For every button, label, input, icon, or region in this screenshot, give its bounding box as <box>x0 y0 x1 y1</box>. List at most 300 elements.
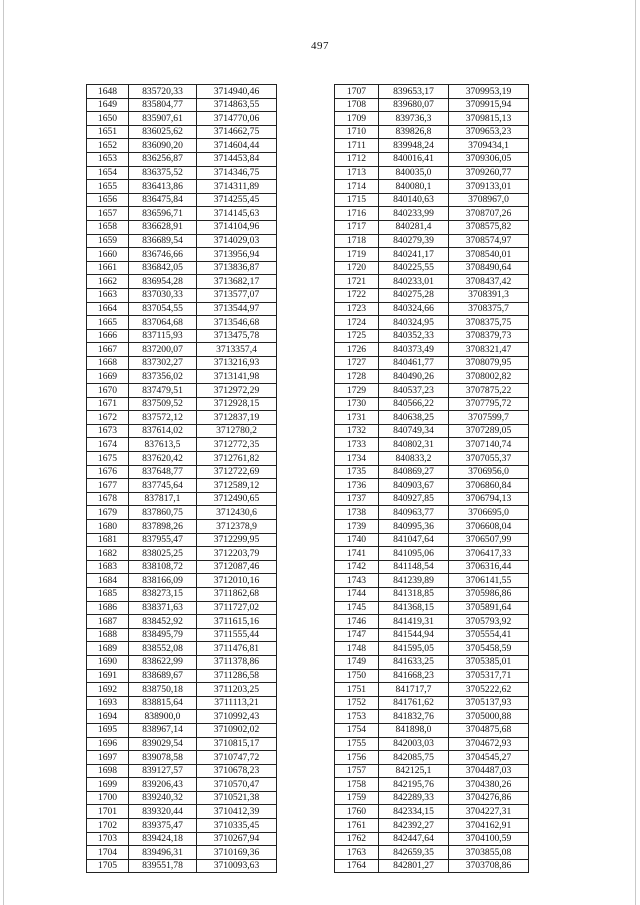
table-row <box>335 411 529 425</box>
table-row <box>87 248 277 262</box>
point-number-cell: 1653 <box>87 152 129 166</box>
table-row <box>335 343 529 357</box>
x-coordinate-cell: 841761,62 <box>379 696 449 710</box>
point-number-cell: 1729 <box>335 384 379 398</box>
y-coordinate-cell: 3705137,93 <box>449 696 529 710</box>
x-coordinate-cell: 837955,47 <box>129 533 197 547</box>
point-number-cell: 1761 <box>335 819 379 833</box>
y-coordinate-cell: 3712490,65 <box>197 492 277 506</box>
point-number-cell: 1720 <box>335 261 379 275</box>
x-coordinate-cell: 840490,26 <box>379 370 449 384</box>
point-number-cell: 1690 <box>87 655 129 669</box>
x-coordinate-cell: 838750,18 <box>129 683 197 697</box>
table-row <box>335 479 529 493</box>
y-coordinate-cell: 3704487,03 <box>449 764 529 778</box>
y-coordinate-cell: 3708079,95 <box>449 356 529 370</box>
table-row <box>87 655 277 669</box>
table-row <box>335 533 529 547</box>
table-row <box>87 846 277 860</box>
point-number-cell: 1670 <box>87 384 129 398</box>
table-row <box>87 791 277 805</box>
point-number-cell: 1657 <box>87 207 129 221</box>
point-number-cell: 1691 <box>87 669 129 683</box>
y-coordinate-cell: 3708391,3 <box>449 288 529 302</box>
y-coordinate-cell: 3714255,45 <box>197 193 277 207</box>
table-row <box>335 220 529 234</box>
table-row <box>335 288 529 302</box>
x-coordinate-cell: 841668,23 <box>379 669 449 683</box>
x-coordinate-cell: 837509,52 <box>129 397 197 411</box>
x-coordinate-cell: 836025,62 <box>129 125 197 139</box>
point-number-cell: 1740 <box>335 533 379 547</box>
x-coordinate-cell: 841633,25 <box>379 655 449 669</box>
y-coordinate-cell: 3710815,17 <box>197 737 277 751</box>
y-coordinate-cell: 3708540,01 <box>449 248 529 262</box>
table-row <box>87 465 277 479</box>
table-row <box>87 723 277 737</box>
point-number-cell: 1756 <box>335 751 379 765</box>
point-number-cell: 1651 <box>87 125 129 139</box>
point-number-cell: 1727 <box>335 356 379 370</box>
x-coordinate-cell: 837745,64 <box>129 479 197 493</box>
point-number-cell: 1655 <box>87 180 129 194</box>
table-row <box>87 139 277 153</box>
y-coordinate-cell: 3713357,4 <box>197 343 277 357</box>
point-number-cell: 1668 <box>87 356 129 370</box>
table-row <box>87 180 277 194</box>
y-coordinate-cell: 3710570,47 <box>197 778 277 792</box>
y-coordinate-cell: 3710412,39 <box>197 805 277 819</box>
table-row <box>87 397 277 411</box>
y-coordinate-cell: 3708002,82 <box>449 370 529 384</box>
point-number-cell: 1681 <box>87 533 129 547</box>
point-number-cell: 1688 <box>87 628 129 642</box>
y-coordinate-cell: 3714863,55 <box>197 98 277 112</box>
y-coordinate-cell: 3709306,05 <box>449 152 529 166</box>
y-coordinate-cell: 3704276,86 <box>449 791 529 805</box>
table-row <box>335 193 529 207</box>
table-row <box>335 424 529 438</box>
y-coordinate-cell: 3712722,69 <box>197 465 277 479</box>
table-row <box>335 587 529 601</box>
table-row <box>87 424 277 438</box>
table-row <box>335 574 529 588</box>
point-number-cell: 1682 <box>87 547 129 561</box>
point-number-cell: 1749 <box>335 655 379 669</box>
table-row <box>87 710 277 724</box>
table-row <box>87 479 277 493</box>
table-row <box>87 587 277 601</box>
x-coordinate-cell: 836090,20 <box>129 139 197 153</box>
y-coordinate-cell: 3705317,71 <box>449 669 529 683</box>
point-number-cell: 1762 <box>335 832 379 846</box>
y-coordinate-cell: 3710093,63 <box>197 859 277 873</box>
y-coordinate-cell: 3704672,93 <box>449 737 529 751</box>
x-coordinate-cell: 840802,31 <box>379 438 449 452</box>
table-row <box>335 778 529 792</box>
table-row <box>87 370 277 384</box>
x-coordinate-cell: 837614,02 <box>129 424 197 438</box>
point-number-cell: 1679 <box>87 506 129 520</box>
y-coordinate-cell: 3705891,64 <box>449 601 529 615</box>
table-row <box>335 370 529 384</box>
point-number-cell: 1759 <box>335 791 379 805</box>
point-number-cell: 1660 <box>87 248 129 262</box>
table-row <box>335 655 529 669</box>
table-row <box>87 669 277 683</box>
y-coordinate-cell: 3708375,75 <box>449 316 529 330</box>
point-number-cell: 1746 <box>335 615 379 629</box>
point-number-cell: 1700 <box>87 791 129 805</box>
point-number-cell: 1739 <box>335 520 379 534</box>
y-coordinate-cell: 3714453,84 <box>197 152 277 166</box>
y-coordinate-cell: 3706794,13 <box>449 492 529 506</box>
x-coordinate-cell: 836375,52 <box>129 166 197 180</box>
x-coordinate-cell: 838815,64 <box>129 696 197 710</box>
x-coordinate-cell: 841717,7 <box>379 683 449 697</box>
table-row <box>335 628 529 642</box>
point-number-cell: 1652 <box>87 139 129 153</box>
table-row <box>335 751 529 765</box>
y-coordinate-cell: 3706860,84 <box>449 479 529 493</box>
table-row <box>87 615 277 629</box>
point-number-cell: 1758 <box>335 778 379 792</box>
y-coordinate-cell: 3712928,15 <box>197 397 277 411</box>
table-row <box>335 683 529 697</box>
y-coordinate-cell: 3713577,07 <box>197 288 277 302</box>
point-number-cell: 1665 <box>87 316 129 330</box>
x-coordinate-cell: 842003,03 <box>379 737 449 751</box>
table-row <box>87 737 277 751</box>
table-row <box>87 628 277 642</box>
point-number-cell: 1726 <box>335 343 379 357</box>
point-number-cell: 1694 <box>87 710 129 724</box>
point-number-cell: 1757 <box>335 764 379 778</box>
x-coordinate-cell: 836256,87 <box>129 152 197 166</box>
point-number-cell: 1733 <box>335 438 379 452</box>
table-row <box>335 166 529 180</box>
y-coordinate-cell: 3704162,91 <box>449 819 529 833</box>
y-coordinate-cell: 3710902,02 <box>197 723 277 737</box>
x-coordinate-cell: 839424,18 <box>129 832 197 846</box>
point-number-cell: 1754 <box>335 723 379 737</box>
table-row <box>87 506 277 520</box>
point-number-cell: 1742 <box>335 560 379 574</box>
point-number-cell: 1658 <box>87 220 129 234</box>
point-number-cell: 1748 <box>335 642 379 656</box>
x-coordinate-cell: 836746,66 <box>129 248 197 262</box>
y-coordinate-cell: 3714029,03 <box>197 234 277 248</box>
point-number-cell: 1716 <box>335 207 379 221</box>
x-coordinate-cell: 837479,51 <box>129 384 197 398</box>
point-number-cell: 1687 <box>87 615 129 629</box>
x-coordinate-cell: 836689,54 <box>129 234 197 248</box>
point-number-cell: 1719 <box>335 248 379 262</box>
x-coordinate-cell: 840749,34 <box>379 424 449 438</box>
point-number-cell: 1707 <box>335 85 379 99</box>
x-coordinate-cell: 838273,15 <box>129 587 197 601</box>
table-row <box>335 465 529 479</box>
point-number-cell: 1713 <box>335 166 379 180</box>
y-coordinate-cell: 3711286,58 <box>197 669 277 683</box>
y-coordinate-cell: 3708575,82 <box>449 220 529 234</box>
table-row <box>335 805 529 819</box>
y-coordinate-cell: 3712761,82 <box>197 452 277 466</box>
y-coordinate-cell: 3708437,42 <box>449 275 529 289</box>
table-row <box>335 98 529 112</box>
y-coordinate-cell: 3712589,12 <box>197 479 277 493</box>
y-coordinate-cell: 3712780,2 <box>197 424 277 438</box>
table-row <box>335 316 529 330</box>
point-number-cell: 1661 <box>87 261 129 275</box>
x-coordinate-cell: 837572,12 <box>129 411 197 425</box>
point-number-cell: 1735 <box>335 465 379 479</box>
y-coordinate-cell: 3707875,22 <box>449 384 529 398</box>
table-row <box>87 234 277 248</box>
y-coordinate-cell: 3710335,45 <box>197 819 277 833</box>
x-coordinate-cell: 836413,86 <box>129 180 197 194</box>
x-coordinate-cell: 836596,71 <box>129 207 197 221</box>
x-coordinate-cell: 840140,63 <box>379 193 449 207</box>
y-coordinate-cell: 3714145,63 <box>197 207 277 221</box>
table-row <box>335 438 529 452</box>
x-coordinate-cell: 835720,33 <box>129 85 197 99</box>
y-coordinate-cell: 3713546,68 <box>197 316 277 330</box>
scan-edge-left <box>3 0 4 905</box>
y-coordinate-cell: 3709915,94 <box>449 98 529 112</box>
point-number-cell: 1686 <box>87 601 129 615</box>
table-row <box>335 710 529 724</box>
y-coordinate-cell: 3711113,21 <box>197 696 277 710</box>
y-coordinate-cell: 3709653,23 <box>449 125 529 139</box>
point-number-cell: 1741 <box>335 547 379 561</box>
y-coordinate-cell: 3707140,74 <box>449 438 529 452</box>
x-coordinate-cell: 842659,35 <box>379 846 449 860</box>
y-coordinate-cell: 3704545,27 <box>449 751 529 765</box>
y-coordinate-cell: 3710992,43 <box>197 710 277 724</box>
table-row <box>87 601 277 615</box>
table-row <box>87 819 277 833</box>
y-coordinate-cell: 3710267,94 <box>197 832 277 846</box>
x-coordinate-cell: 838025,25 <box>129 547 197 561</box>
x-coordinate-cell: 838108,72 <box>129 560 197 574</box>
table-row <box>87 112 277 126</box>
x-coordinate-cell: 838371,63 <box>129 601 197 615</box>
y-coordinate-cell: 3713141,98 <box>197 370 277 384</box>
point-number-cell: 1667 <box>87 343 129 357</box>
table-row <box>335 207 529 221</box>
x-coordinate-cell: 840963,77 <box>379 506 449 520</box>
table-row <box>335 356 529 370</box>
point-number-cell: 1676 <box>87 465 129 479</box>
table-row <box>87 411 277 425</box>
y-coordinate-cell: 3712972,29 <box>197 384 277 398</box>
table-row <box>335 764 529 778</box>
table-row <box>335 152 529 166</box>
x-coordinate-cell: 842289,33 <box>379 791 449 805</box>
y-coordinate-cell: 3712203,79 <box>197 547 277 561</box>
point-number-cell: 1717 <box>335 220 379 234</box>
y-coordinate-cell: 3705000,88 <box>449 710 529 724</box>
point-number-cell: 1669 <box>87 370 129 384</box>
point-number-cell: 1711 <box>335 139 379 153</box>
table-row <box>87 316 277 330</box>
table-row <box>87 683 277 697</box>
x-coordinate-cell: 838967,14 <box>129 723 197 737</box>
table-row <box>335 302 529 316</box>
point-number-cell: 1737 <box>335 492 379 506</box>
table-row <box>335 492 529 506</box>
y-coordinate-cell: 3711203,25 <box>197 683 277 697</box>
point-number-cell: 1702 <box>87 819 129 833</box>
point-number-cell: 1672 <box>87 411 129 425</box>
point-number-cell: 1732 <box>335 424 379 438</box>
x-coordinate-cell: 840566,22 <box>379 397 449 411</box>
y-coordinate-cell: 3708707,26 <box>449 207 529 221</box>
x-coordinate-cell: 842334,15 <box>379 805 449 819</box>
point-number-cell: 1689 <box>87 642 129 656</box>
y-coordinate-cell: 3706141,55 <box>449 574 529 588</box>
point-number-cell: 1731 <box>335 411 379 425</box>
table-row <box>335 560 529 574</box>
point-number-cell: 1764 <box>335 859 379 873</box>
table-row <box>335 723 529 737</box>
table-row <box>87 547 277 561</box>
x-coordinate-cell: 839375,47 <box>129 819 197 833</box>
x-coordinate-cell: 842195,76 <box>379 778 449 792</box>
x-coordinate-cell: 839320,44 <box>129 805 197 819</box>
x-coordinate-cell: 840324,95 <box>379 316 449 330</box>
x-coordinate-cell: 837064,68 <box>129 316 197 330</box>
x-coordinate-cell: 837115,93 <box>129 329 197 343</box>
x-coordinate-cell: 841148,54 <box>379 560 449 574</box>
x-coordinate-cell: 837620,42 <box>129 452 197 466</box>
point-number-cell: 1744 <box>335 587 379 601</box>
x-coordinate-cell: 836954,28 <box>129 275 197 289</box>
y-coordinate-cell: 3705385,01 <box>449 655 529 669</box>
y-coordinate-cell: 3711378,86 <box>197 655 277 669</box>
x-coordinate-cell: 839653,17 <box>379 85 449 99</box>
point-number-cell: 1648 <box>87 85 129 99</box>
table-row <box>335 384 529 398</box>
x-coordinate-cell: 840233,99 <box>379 207 449 221</box>
point-number-cell: 1743 <box>335 574 379 588</box>
table-row <box>87 356 277 370</box>
point-number-cell: 1674 <box>87 438 129 452</box>
point-number-cell: 1659 <box>87 234 129 248</box>
point-number-cell: 1649 <box>87 98 129 112</box>
x-coordinate-cell: 842392,27 <box>379 819 449 833</box>
x-coordinate-cell: 841368,15 <box>379 601 449 615</box>
table-row <box>335 669 529 683</box>
table-row <box>335 139 529 153</box>
y-coordinate-cell: 3710169,36 <box>197 846 277 860</box>
y-coordinate-cell: 3712087,46 <box>197 560 277 574</box>
y-coordinate-cell: 3706417,33 <box>449 547 529 561</box>
table-row <box>335 506 529 520</box>
table-row <box>335 737 529 751</box>
x-coordinate-cell: 841095,06 <box>379 547 449 561</box>
point-number-cell: 1763 <box>335 846 379 860</box>
y-coordinate-cell: 3705554,41 <box>449 628 529 642</box>
point-number-cell: 1745 <box>335 601 379 615</box>
x-coordinate-cell: 837054,55 <box>129 302 197 316</box>
x-coordinate-cell: 839206,43 <box>129 778 197 792</box>
y-coordinate-cell: 3713544,97 <box>197 302 277 316</box>
point-number-cell: 1654 <box>87 166 129 180</box>
x-coordinate-cell: 839736,3 <box>379 112 449 126</box>
y-coordinate-cell: 3708379,73 <box>449 329 529 343</box>
point-number-cell: 1695 <box>87 723 129 737</box>
point-number-cell: 1725 <box>335 329 379 343</box>
point-number-cell: 1704 <box>87 846 129 860</box>
table-row <box>335 601 529 615</box>
x-coordinate-cell: 840833,2 <box>379 452 449 466</box>
point-number-cell: 1738 <box>335 506 379 520</box>
point-number-cell: 1650 <box>87 112 129 126</box>
table-row <box>87 438 277 452</box>
x-coordinate-cell: 841318,85 <box>379 587 449 601</box>
x-coordinate-cell: 837860,75 <box>129 506 197 520</box>
x-coordinate-cell: 840869,27 <box>379 465 449 479</box>
point-number-cell: 1751 <box>335 683 379 697</box>
x-coordinate-cell: 842125,1 <box>379 764 449 778</box>
table-row <box>87 574 277 588</box>
x-coordinate-cell: 836628,91 <box>129 220 197 234</box>
point-number-cell: 1752 <box>335 696 379 710</box>
table-row <box>335 261 529 275</box>
y-coordinate-cell: 3713956,94 <box>197 248 277 262</box>
table-row <box>87 343 277 357</box>
x-coordinate-cell: 837898,26 <box>129 520 197 534</box>
x-coordinate-cell: 840373,49 <box>379 343 449 357</box>
x-coordinate-cell: 841544,94 <box>379 628 449 642</box>
point-number-cell: 1728 <box>335 370 379 384</box>
point-number-cell: 1671 <box>87 397 129 411</box>
x-coordinate-cell: 836475,84 <box>129 193 197 207</box>
point-number-cell: 1684 <box>87 574 129 588</box>
table-row <box>335 832 529 846</box>
y-coordinate-cell: 3712299,95 <box>197 533 277 547</box>
table-row <box>87 696 277 710</box>
point-number-cell: 1705 <box>87 859 129 873</box>
y-coordinate-cell: 3711476,81 <box>197 642 277 656</box>
y-coordinate-cell: 3709953,19 <box>449 85 529 99</box>
y-coordinate-cell: 3709815,13 <box>449 112 529 126</box>
y-coordinate-cell: 3705793,92 <box>449 615 529 629</box>
y-coordinate-cell: 3705458,59 <box>449 642 529 656</box>
y-coordinate-cell: 3707055,37 <box>449 452 529 466</box>
point-number-cell: 1666 <box>87 329 129 343</box>
x-coordinate-cell: 838495,79 <box>129 628 197 642</box>
x-coordinate-cell: 841832,76 <box>379 710 449 724</box>
table-row <box>335 642 529 656</box>
y-coordinate-cell: 3714662,75 <box>197 125 277 139</box>
y-coordinate-cell: 3711555,44 <box>197 628 277 642</box>
y-coordinate-cell: 3714311,89 <box>197 180 277 194</box>
x-coordinate-cell: 840638,25 <box>379 411 449 425</box>
y-coordinate-cell: 3707289,05 <box>449 424 529 438</box>
x-coordinate-cell: 837613,5 <box>129 438 197 452</box>
x-coordinate-cell: 839948,24 <box>379 139 449 153</box>
point-number-cell: 1724 <box>335 316 379 330</box>
x-coordinate-cell: 839240,32 <box>129 791 197 805</box>
x-coordinate-cell: 840995,36 <box>379 520 449 534</box>
table-row <box>87 193 277 207</box>
table-row <box>87 859 277 873</box>
table-row <box>87 805 277 819</box>
point-number-cell: 1723 <box>335 302 379 316</box>
